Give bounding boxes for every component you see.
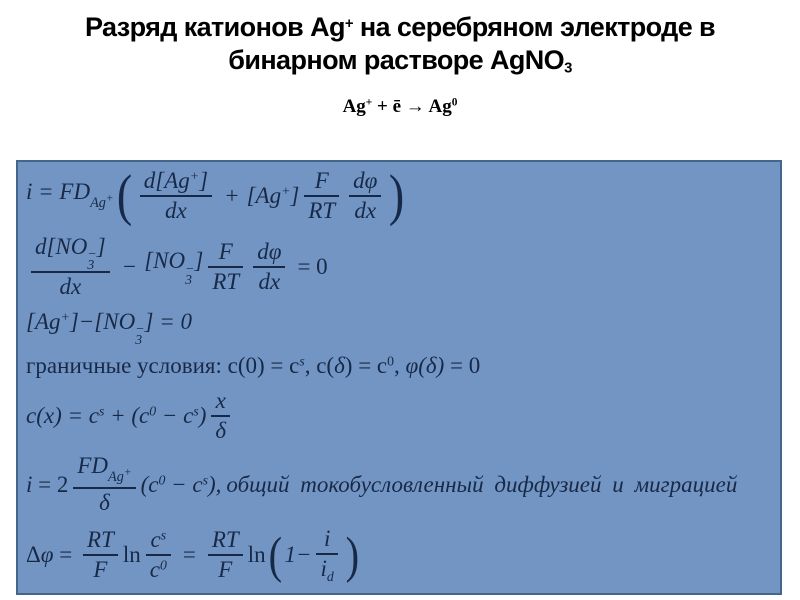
math-token: i — [26, 471, 33, 497]
superscript: s — [98, 403, 105, 419]
fraction — [316, 525, 337, 585]
fraction — [83, 526, 118, 584]
fraction — [304, 167, 339, 225]
denominator: dx — [140, 195, 212, 225]
math-token: c(x) = c — [26, 402, 99, 428]
math-token: c — [149, 556, 160, 582]
math-token: = 0 — [444, 353, 481, 379]
delta-symbol: Δ — [26, 542, 41, 568]
math-token: Ag — [342, 95, 366, 117]
math-token: c — [150, 527, 161, 553]
slide-title — [0, 11, 800, 78]
math-token: , — [394, 353, 406, 379]
denominator: dx — [31, 271, 110, 301]
numerator: dφ — [257, 238, 282, 264]
subscript: 3 — [87, 256, 95, 272]
math-token: i — [320, 555, 327, 581]
title-superscript: + — [344, 15, 353, 32]
denominator: δ — [73, 487, 135, 517]
math-token: FD — [77, 453, 109, 479]
math-token: − c — [165, 471, 203, 497]
fraction — [349, 167, 381, 225]
boundary-conditions-label: граничные условия: — [26, 353, 228, 379]
denominator: RT — [304, 195, 339, 225]
ln-operator: ln — [122, 542, 141, 568]
reaction-equation — [0, 96, 800, 118]
annotation-text: общий токобусловленный диффузией и миграцией — [226, 471, 738, 497]
superscript: s — [202, 472, 208, 488]
math-token: d[NO — [35, 233, 88, 259]
numerator — [73, 452, 135, 487]
equation-no3-flux — [26, 233, 776, 301]
superscript: 0 — [149, 403, 157, 419]
math-token: ] = 0 — [144, 308, 192, 334]
numerator — [140, 167, 212, 195]
math-token — [228, 353, 481, 379]
math-token: + (c — [104, 402, 150, 428]
math-token: [Ag — [26, 308, 61, 334]
subscript: 3 — [185, 271, 193, 287]
math-token: ] — [199, 168, 209, 193]
boundary-conditions — [26, 353, 776, 379]
math-token: + ē → Ag — [372, 95, 452, 117]
plus-operator: + — [224, 182, 240, 208]
superscript: + — [105, 192, 114, 205]
denominator: dx — [349, 195, 381, 225]
math-token — [26, 542, 78, 568]
math-token: i = FD — [26, 179, 91, 205]
superscript: 0 — [159, 557, 167, 573]
subscript: d — [326, 568, 334, 584]
numerator: RT — [87, 527, 114, 553]
denominator: δ — [211, 415, 230, 445]
math-token — [144, 248, 204, 287]
math-token: 1− — [284, 542, 312, 568]
stacked-scripts — [87, 245, 97, 272]
numerator: i — [323, 525, 331, 551]
equation-total-current — [26, 452, 776, 517]
math-token: ) = c — [344, 353, 388, 379]
superscript: + — [123, 466, 132, 479]
title-subscript: 3 — [564, 60, 572, 77]
fraction — [73, 452, 135, 517]
math-token: [Ag — [246, 182, 282, 208]
math-token: φ(δ) — [405, 353, 445, 379]
equation-potential-drop: Δφ = $\frac{RT}{F}$ ln $\frac{c^s}{c^0}$ = $\frac{RT}{F}$ ln ( 1− $\frac{i}{i_d}$ ) — [26, 525, 359, 584]
equals-sign: = — [182, 542, 196, 568]
subscript — [108, 466, 132, 486]
numerator: x — [215, 387, 226, 413]
superscript: + — [189, 168, 200, 184]
title-line-2 — [0, 44, 800, 78]
math-token — [141, 472, 222, 498]
superscript: s — [299, 353, 305, 369]
math-token — [26, 179, 114, 212]
math-token — [26, 472, 68, 498]
equals-zero: = 0 — [297, 253, 328, 279]
superscript: s — [193, 403, 199, 419]
superscript: 0 — [158, 472, 166, 488]
title-text: бинарном растворе AgNO — [228, 44, 565, 75]
math-token: (c — [140, 471, 159, 497]
fraction — [253, 238, 285, 296]
fraction — [140, 167, 212, 225]
fraction — [146, 526, 171, 584]
superscript: 0 — [451, 96, 458, 109]
numerator: F — [218, 238, 233, 264]
title-text: Разряд катионов Ag — [84, 12, 345, 42]
numerator: dφ — [353, 168, 378, 193]
math-token: , c( — [304, 353, 335, 379]
equation-ag-flux: $i = FD_{Ag^+}$ ( $\frac{d[Ag^+]}{dx}$ + [Ag+] $\frac{F}{RT}$ $\frac{d\varphi}{dx}$ ) — [26, 163, 405, 227]
fraction — [208, 526, 243, 584]
subscript — [90, 192, 114, 212]
numerator: F — [314, 168, 329, 193]
title-text: на серебряном электроде в — [352, 12, 716, 42]
denominator: F — [208, 554, 243, 584]
minus-operator: − — [121, 253, 138, 279]
denominator: F — [83, 554, 118, 584]
math-token: ] — [194, 248, 204, 274]
superscript: + — [365, 96, 373, 109]
math-token: c(0) = c — [227, 353, 300, 379]
equals-sign: = — [53, 542, 79, 568]
superscript: − — [135, 321, 145, 337]
denominator: RT — [208, 266, 243, 296]
title-line-1 — [0, 11, 800, 44]
math-token: Ag — [90, 195, 106, 212]
math-token — [26, 308, 192, 348]
equation-electroneutrality — [26, 308, 776, 348]
fraction — [211, 387, 230, 445]
stacked-scripts — [135, 321, 145, 348]
equation-concentration-profile — [26, 387, 776, 445]
superscript: + — [60, 309, 70, 325]
math-token: d[Ag — [143, 168, 190, 193]
numerator — [147, 526, 171, 554]
math-token: ]−[NO — [69, 308, 136, 334]
math-token — [247, 183, 300, 209]
math-token: ] — [96, 233, 106, 259]
math-token: ) — [198, 402, 207, 428]
math-token: Ag — [108, 469, 124, 486]
numerator: RT — [211, 527, 239, 553]
math-token: = 2 — [32, 471, 69, 497]
superscript: + — [281, 183, 291, 199]
numerator — [31, 233, 110, 271]
math-token: − c — [156, 402, 194, 428]
superscript: s — [160, 527, 167, 543]
fraction — [208, 238, 243, 296]
math-token: ] — [290, 182, 300, 208]
denominator — [316, 553, 337, 585]
subscript: 3 — [135, 332, 143, 348]
math-token — [26, 403, 206, 429]
phi-symbol: φ — [40, 542, 54, 568]
denominator: dx — [253, 266, 285, 296]
superscript: − — [185, 260, 195, 276]
math-token: [NO — [144, 248, 186, 274]
math-token: ), — [207, 471, 222, 497]
fraction — [31, 233, 110, 301]
superscript: − — [87, 245, 97, 261]
equations-panel — [16, 160, 782, 595]
superscript: 0 — [387, 353, 395, 369]
ln-operator: ln — [247, 542, 266, 568]
denominator — [146, 554, 171, 584]
math-token: δ — [334, 353, 345, 379]
